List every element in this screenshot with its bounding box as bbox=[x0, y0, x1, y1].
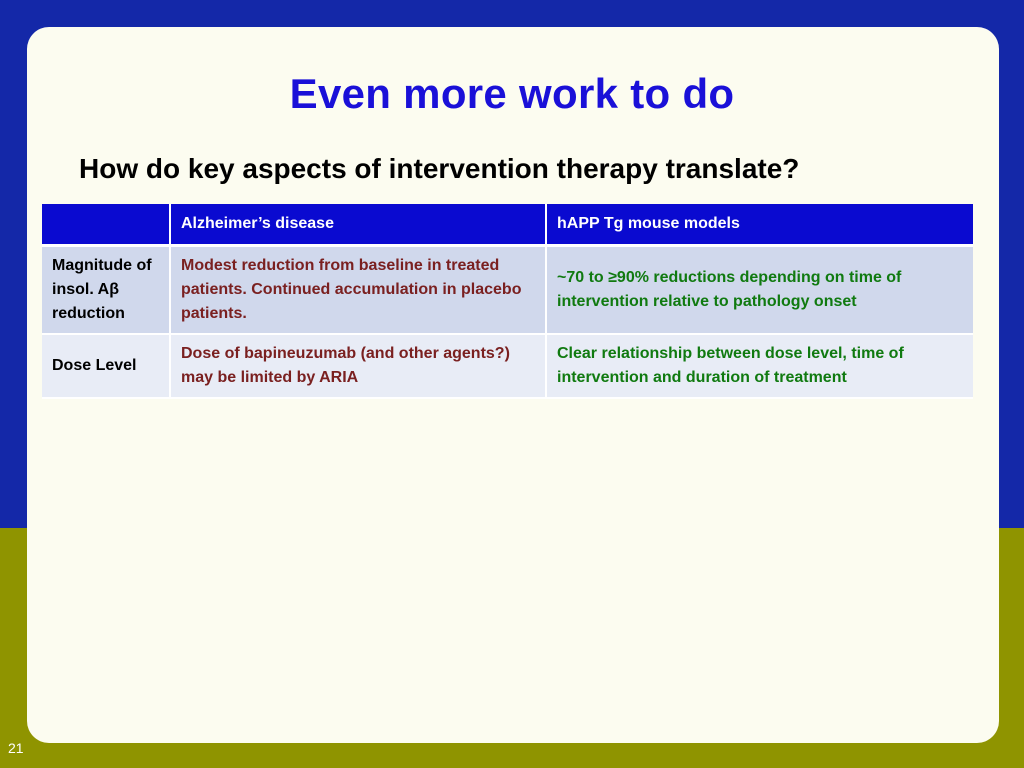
mouse-model-cell: Clear relationship between dose level, time of intervention and duration of treatment bbox=[546, 334, 973, 398]
slide-subtitle: How do key aspects of intervention therapy translate? bbox=[79, 153, 800, 184]
comparison-table bbox=[42, 204, 973, 399]
header-cell-empty bbox=[42, 204, 170, 246]
row-label: Magnitude of insol. Aβ reduction bbox=[42, 246, 170, 335]
page-number: 21 bbox=[8, 740, 24, 756]
mouse-model-cell: ~70 to ≥90% reductions depending on time of intervention relative to pathology onset bbox=[546, 246, 973, 335]
table-row bbox=[42, 246, 973, 335]
header-cell-mouse-models: hAPP Tg mouse models bbox=[546, 204, 973, 246]
alzheimers-cell: Modest reduction from baseline in treated patients. Continued accumulation in placebo patients. bbox=[170, 246, 546, 335]
row-label: Dose Level bbox=[42, 334, 170, 398]
slide-title: Even more work to do bbox=[289, 70, 735, 117]
table-header-row bbox=[42, 204, 973, 246]
alzheimers-cell: Dose of bapineuzumab (and other agents?) may be limited by ARIA bbox=[170, 334, 546, 398]
table-row bbox=[42, 334, 973, 398]
header-cell-alzheimers: Alzheimer’s disease bbox=[170, 204, 546, 246]
